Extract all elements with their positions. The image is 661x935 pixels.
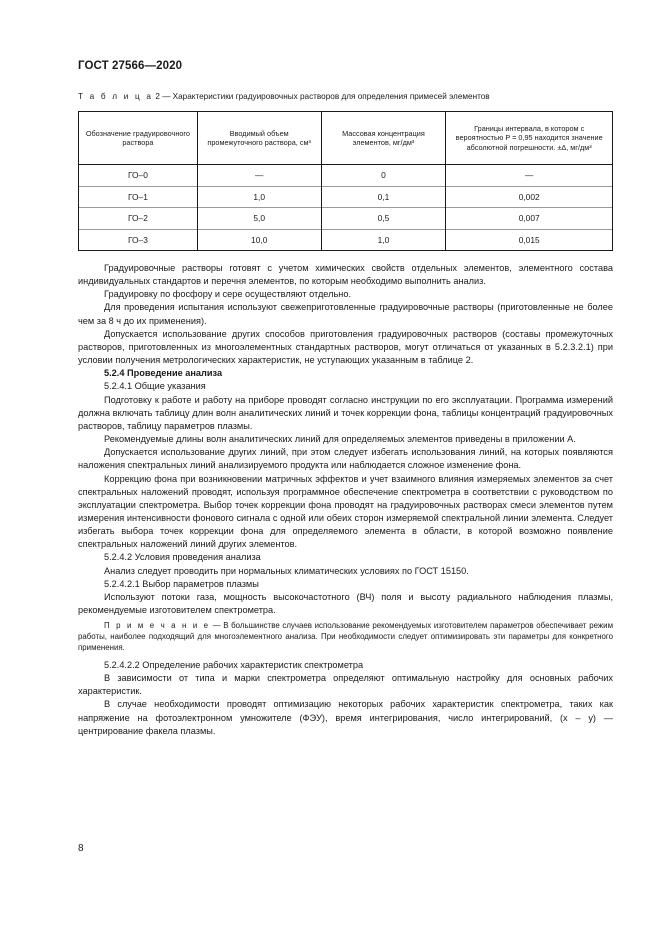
table-cell: 0,002 [446,186,613,208]
paragraph: Анализ следует проводить при нормальных климатических условиях по ГОСТ 15150. [104,565,469,576]
table-cell: — [446,165,613,187]
table-cell: ГО–0 [79,165,198,187]
table-row [79,186,613,208]
col-header-concentration: Массовая концентрация элементов, мг/дм³ [321,112,446,165]
subsection-heading-5-2-4-2-1: 5.2.4.2.1 Выбор параметров плазмы [104,578,259,589]
table-row [79,165,613,187]
paragraph: Подготовку к работе и работу на приборе проводят согласно инструкции по его эксплуатации. Программа измерений должна включать таблицу длин волн аналитических линий и точек коррекции фона, таблицы концентраций градуировочных растворов, таблицу параметров плазмы. [78,394,613,431]
note [78,621,613,654]
paragraph: В зависимости от типа и марки спектрометра определяют оптимальную настройку для основных рабочих характеристик. [78,673,613,697]
col-header-error-bounds: Границы интервала, в котором с вероятностью P = 0,95 находится значение абсолютной погрешности. ±Δ, мг/дм³ [446,112,613,165]
subsection-heading-5-2-4-1: 5.2.4.1 Общие указания [104,381,206,392]
subsection-heading-5-2-4-2-2: 5.2.4.2.2 Определение рабочих характеристик спектрометра [104,659,364,670]
paragraph: Допускается использование других линий, при этом следует избегать использования линий, на которых появляются наложения спектральных линий анализируемого продукта или наблюдается сложное изменение фона. [78,447,613,471]
section-heading-5-2-4: 5.2.4 Проведение анализа [104,368,223,379]
table-caption-label: Т а б л и ц а [78,92,154,101]
paragraph: Коррекцию фона при возникновении матричных эффектов и учет взаимного влияния измеряемых элементов за счет спектральных наложений проводят, используя программное обеспечение спектрометра в соответствии с руководством по эксплуатации спектрометра. Выбор точек коррекции фона проводят на градуировочных растворах смеси элементов путем измерения интенсивности фонового сигнала с одной или обеих сторон измеряемой спектральной линии элемента. Следует избегать выбора точек коррекции фона для определяемого элемента в области, в которой возможно появление спектральных наложений линий других элементов. [78,473,613,550]
subsection-heading-5-2-4-2: 5.2.4.2 Условия проведения анализа [104,552,261,563]
table-cell: 1,0 [321,229,446,251]
paragraph: Градуировочные растворы готовят с учетом химических свойств отдельных элементов, элементного состава индивидуальных стандартов и перечня элементов, по которым необходимо выполнить анализ. [78,263,613,287]
table-caption [78,92,598,101]
paragraph: Для проведения испытания используют свежеприготовленные градуировочные растворы (приготовленные не более чем за 8 ч до их применения). [78,302,613,326]
table-row [79,208,613,230]
page-number: 8 [78,843,84,854]
table-cell: — [197,165,321,187]
paragraph: Используют потоки газа, мощность высокочастотного (ВЧ) поля и высоту радиального наблюдения плазмы, рекомендуемые изготовителем спектрометра. [78,591,613,616]
col-header-volume: Вводимый объем промежуточного раствора, см³ [197,112,321,165]
table-cell: 0,015 [446,229,613,251]
table-cell: 0,007 [446,208,613,230]
table-cell: 10,0 [197,229,321,251]
table-cell: 0,1 [321,186,446,208]
calibration-table [78,111,613,251]
note-text: — В большинстве случаев использование рекомендуемых изготовителем параметров обеспечивает режим работы, наиболее подходящий для многоэлементного анализа. При необходимости следует оптимизировать эти параметры для конкретного применения. [78,621,614,653]
document-code: ГОСТ 27566—2020 [78,60,183,72]
table-cell: ГО–3 [79,229,198,251]
col-header-designation: Обозначение градуировочного раствора [79,112,198,165]
table-cell: ГО–2 [79,208,198,230]
table-row [79,229,613,251]
table-cell: 0 [321,165,446,187]
table-header-row [79,112,613,165]
paragraph: В случае необходимости проводят оптимизацию некоторых рабочих характеристик спектрометра, таких как напряжение на фотоэлектронном умножителе (ФЭУ), время интегрирования, число интегрирований, (x – y) — центрирование факела плазмы. [78,699,613,736]
paragraph: Допускается использование других способов приготовления градуировочных растворов (составы промежуточных растворов, приготовленных из многоэлементных стандартных растворов, могут отличаться от указанных в 5.2.3.2.1) при условии получения метрологических характеристик, не уступающих указанным в таблице 2. [78,328,613,366]
table-caption-text: 2 — Характеристики градуировочных растворов для определения примесей элементов [155,92,490,101]
table-cell: 5,0 [197,208,321,230]
table-cell: 1,0 [197,186,321,208]
paragraph: Градуировку по фосфору и сере осуществляют отдельно. [104,289,351,300]
body-text [78,262,613,738]
paragraph: Рекомендуемые длины волн аналитических линий для определяемых элементов приведены в приложении А. [104,434,576,445]
table-cell: ГО–1 [79,186,198,208]
note-label: П р и м е ч а н и е [104,621,210,631]
table-cell: 0,5 [321,208,446,230]
